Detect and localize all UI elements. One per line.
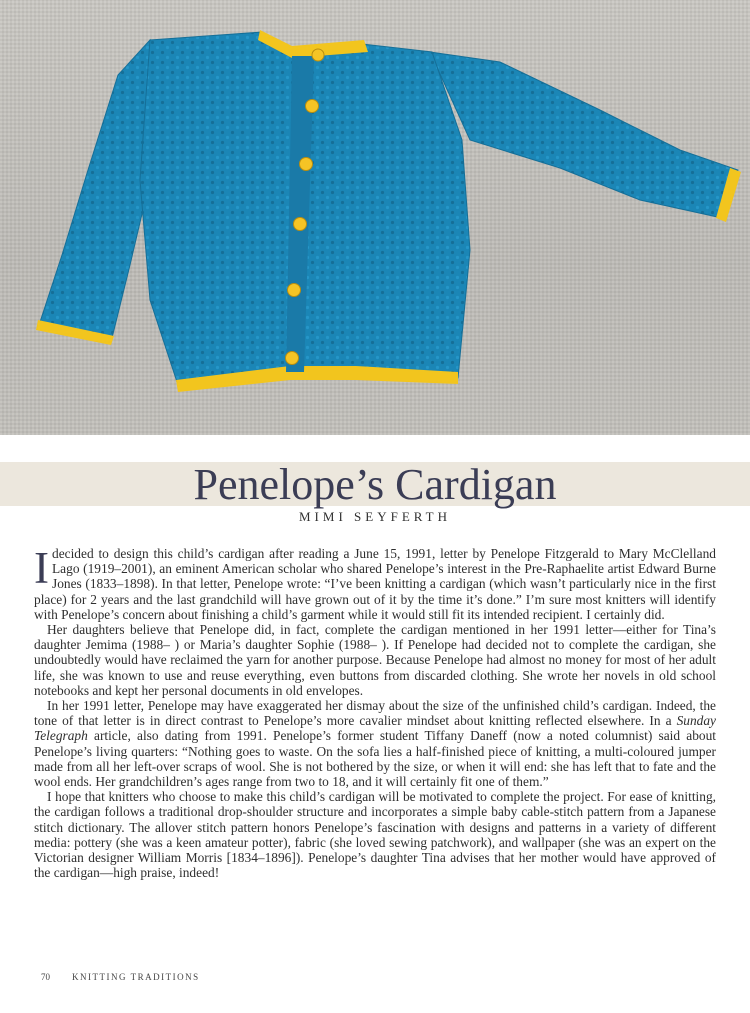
publication-name: KNITTING TRADITIONS (72, 972, 200, 982)
paragraph-text: decided to design this child’s cardigan after reading a June 15, 1991, letter by Penelope Fitzgerald to Mary McClelland Lago (1919–2001), an eminent American scholar who shared Penelope’s interest in the Pre-Raphaelite artist Edward Burne Jones (1833–1898). In that letter, Penelope wrote: “I’ve been knitting a cardigan (which wasn’t particularly nice in the first place) for 2 years and the last grandchild will have grown out of it by the time it’s done.” I’m sure most knitters will identify with Penelope’s concern about finishing a child’s garment while it would still fit its intended recipient. I certainly did. (34, 546, 716, 622)
author-byline: MIMI SEYFERTH (299, 509, 451, 524)
paragraph (34, 698, 716, 789)
button (288, 284, 301, 297)
article-body (34, 543, 716, 881)
cardigan-illustration (0, 0, 750, 435)
paragraph (34, 543, 716, 622)
page-title: Penelope’s Cardigan (193, 460, 557, 509)
button (306, 100, 319, 113)
page-footer (41, 972, 200, 982)
italic-text: Sunday Telegraph (34, 713, 716, 744)
cardigan-photo (0, 0, 750, 435)
button (294, 218, 307, 231)
paragraph: I hope that knitters who choose to make this child’s cardigan will be motivated to complete the project. For ease of knitting, the cardigan follows a traditional drop-shoulder structure and incorporates a simple baby cable-stitch pattern from a Japanese stitch dictionary. The allover stitch pattern honors Penelope’s fascination with designs and patterns in a variety of different media: pottery (she was a keen amateur potter), fabric (she loved sewing patchwork), and wallpaper (she was an expert on the Victorian designer William Morris [1834–1896]). Penelope’s daughter Tina advises that her mother would have approved of the cardigan—high praise, indeed! (34, 789, 716, 881)
paragraph-text: In her 1991 letter, Penelope may have exaggerated her dismay about the size of the unfinished child’s cardigan. Indeed, the tone of that letter is in direct contrast to Penelope’s more cavalier mindset about knitting reflected elsewhere. In a (34, 698, 716, 729)
right-sleeve (430, 52, 738, 218)
button (286, 352, 299, 365)
page-number: 70 (41, 972, 50, 982)
paragraph: Her daughters believe that Penelope did, in fact, complete the cardigan mentioned in her 1991 letter—either for Tina’s daughter Jemima (1988– ) or Maria’s daughter Sophie (1988– ). If Penelope had decided not to complete the cardigan, she undoubtedly would have reclaimed the yarn for another purpose. Because Penelope had almost no money for most of her adult life, she was known to use and reuse everything, even buttons from discarded clothing. She wrote her novels in old school notebooks and kept her personal documents in old envelopes. (34, 622, 716, 698)
drop-cap: I (34, 543, 49, 593)
paragraph-text: article, also dating from 1991. Penelope’s former student Tiffany Daneff (now a noted columnist) said about Penelope’s living quarters: “Nothing goes to waste. On the sofa lies a half-finished piece of knitting, a multi-coloured jumper made from all her left-over scraps of wool. She is not bothered by the size, or when it will end: she has left that to fate and the wool ends. Her grandchildren’s ages range from two to 18, and it will certainly fit one of them.” (34, 728, 716, 790)
button (300, 158, 313, 171)
left-sleeve (40, 40, 150, 338)
button (312, 49, 324, 61)
